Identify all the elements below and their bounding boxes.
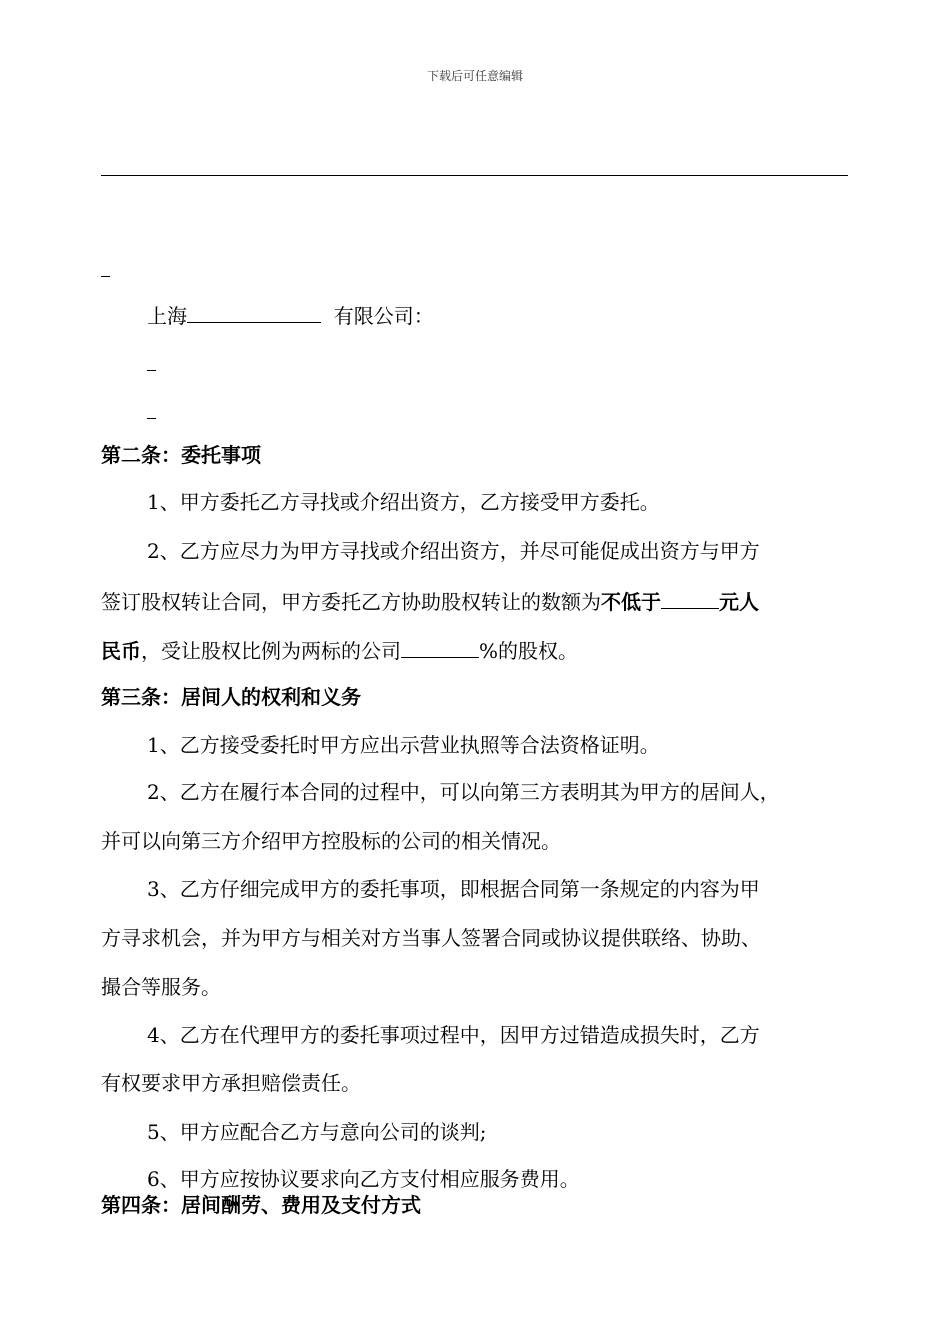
addressee-line	[147, 302, 434, 328]
stray-dash	[147, 418, 156, 419]
minimum-amount-label: 不低于	[601, 590, 661, 614]
addressee-suffix: 有限公司：	[333, 304, 434, 328]
stray-dash	[101, 276, 110, 277]
article-3-clause-3-line-3: 撮合等服务。	[101, 975, 221, 999]
article-3-clause-4-line-2: 有权要求甲方承担赔偿责任。	[101, 1071, 361, 1095]
company-name-blank	[187, 302, 321, 323]
article-3-clause-3-line-1: 3、乙方仔细完成甲方的委托事项，即根据合同第一条规定的内容为甲	[147, 877, 760, 901]
article-3-clause-5: 5、甲方应配合乙方与意向公司的谈判;	[147, 1120, 487, 1144]
article-2-clause-1: 1、甲方委托乙方寻找或介绍出资方，乙方接受甲方委托。	[147, 490, 660, 514]
addressee-prefix: 上海	[147, 304, 187, 328]
article-3-clause-1: 1、乙方接受委托时甲方应出示营业执照等合法资格证明。	[147, 733, 660, 757]
text-segment: 签订股权转让合同，甲方委托乙方协助股权转让的数额为	[101, 590, 601, 614]
article-3-clause-4-line-1: 4、乙方在代理甲方的委托事项过程中，因甲方过错造成损失时，乙方	[147, 1023, 760, 1047]
currency-label-end: 民币	[101, 639, 141, 663]
article-3-heading: 第三条：居间人的权利和义务	[101, 685, 361, 709]
currency-label-start: 元人	[719, 590, 759, 614]
article-3-clause-2-line-1: 2、乙方在履行本合同的过程中，可以向第三方表明其为甲方的居间人，	[147, 780, 780, 804]
article-2-clause-2-line-2	[101, 588, 759, 614]
article-2-clause-2-line-3	[101, 637, 578, 663]
text-segment: %的股权。	[479, 639, 579, 663]
article-3-clause-2-line-2: 并可以向第三方介绍甲方控股标的公司的相关情况。	[101, 829, 561, 853]
article-2-heading: 第二条：委托事项	[101, 443, 261, 467]
stray-dash	[147, 370, 156, 371]
header-divider	[101, 175, 848, 176]
article-3-clause-3-line-2: 方寻求机会，并为甲方与相关对方当事人签署合同或协议提供联络、协助、	[101, 926, 761, 950]
page-header-note: 下载后可任意编辑	[426, 69, 523, 83]
article-3-clause-6: 6、甲方应按协议要求向乙方支付相应服务费用。	[147, 1167, 580, 1191]
percentage-blank	[401, 637, 479, 658]
article-2-clause-2-line-1: 2、乙方应尽力为甲方寻找或介绍出资方，并尽可能促成出资方与甲方	[147, 539, 760, 563]
article-4-heading: 第四条：居间酬劳、费用及支付方式	[101, 1193, 421, 1217]
amount-blank	[661, 588, 719, 609]
text-segment: ，受让股权比例为两标的公司	[141, 639, 401, 663]
